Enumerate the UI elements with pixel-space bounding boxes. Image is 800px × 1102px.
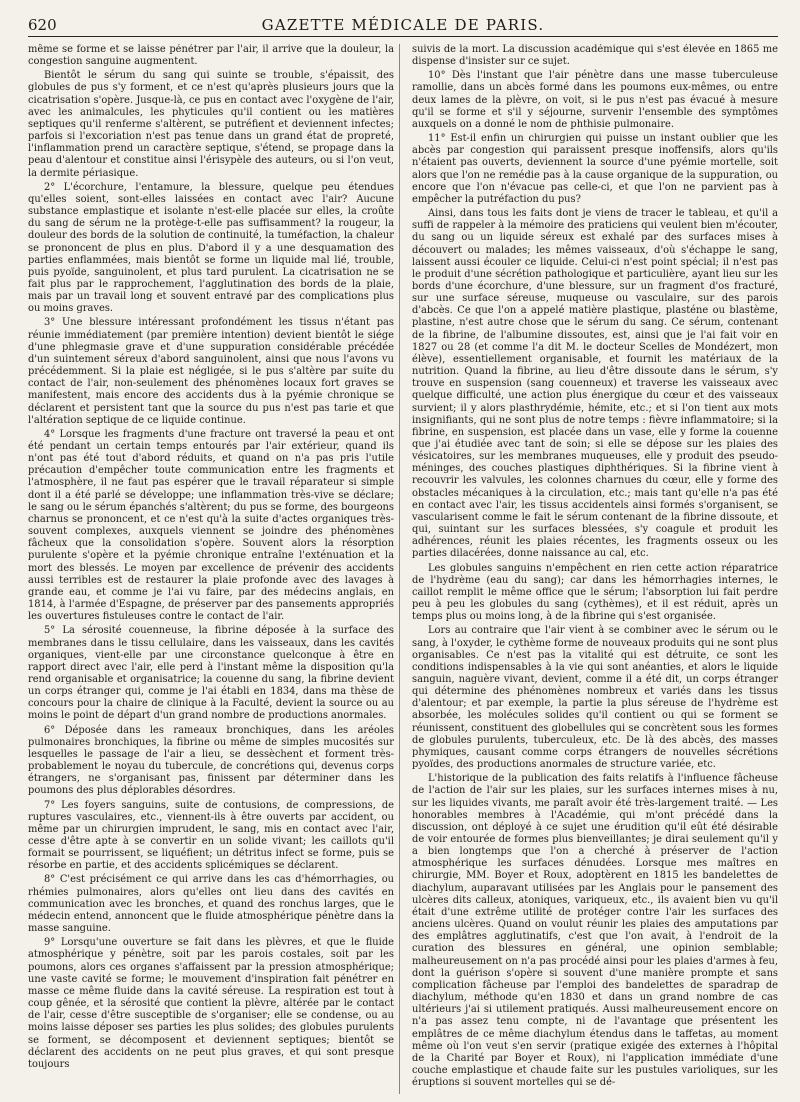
paragraph: 5° La sérosité couenneuse, la fibrine déposée à la surface des membranes dans le tissu cellulaire, dans les vaisseaux, dans les cavités organiques, vient-elle par une circonstance quelconque à être en rapport direct avec l'air, elle perd à l'instant même la disposition qu'la rend organisable et organisatrice; la couenne du sang, la fibrine devient un corps étranger qui, comme je l'ai établi en 1834, dans ma thèse de concours pour la chaire de clinique à la Faculté, devient la source ou au moins le point de départ d'un grand nombre de productions anormales. — [28, 625, 394, 722]
right-column — [412, 44, 778, 1096]
paragraph: Bientôt le sérum du sang qui suinte se trouble, s'épaissit, des globules de pus s'y forment, et ce n'est qu'après plusieurs jours que la cicatrisation s'opère. Jusque-là, ce pus en contact avec l'oxygène de l'air, avec les animalcules, les phyticules qu'il contient ou les matières septiques qu'il renferme s'altèrent, se putréfient et deviennent infectes; parfois si l'excoriation n'est pas tenue dans un grand état de propreté, l'inflammation prend un caractère septique, s'étend, se propage dans la peau d'alentour et constitue ainsi l'érisypèle des auteurs, ou si l'on veut, la dermite périasique. — [28, 70, 394, 179]
paragraph: 2° L'écorchure, l'entamure, la blessure, quelque peu étendues qu'elles soient, sont-elles laissées en contact avec l'air? Aucune substance emplastique et isolante n'est-elle placée sur elles, la croûte du sang de sérum ne la protège-t-elle pas suffisamment? la rougeur, la douleur des bords de la solution de continuité, la tuméfaction, la chaleur se prononcent de plus en plus. D'abord il y a une desquamation des parties enflammées, mais bientôt se forme un liquide mal lié, trouble, puis pyoïde, sanguinolent, et plus tard purulent. La cicatrisation ne se fait plus par le rapprochement, l'agglutination des bords de la plaie, mais par un travail long et souvent entravé par des complications plus ou moins graves. — [28, 181, 394, 315]
paragraph: 11° Est-il enfin un chirurgien qui puisse un instant oublier que les abcès par congestion qui paraissent presque inoffensifs, alors qu'ils n'étaient pas ouverts, deviennent la source d'une pyémie mortelle, soit alors que l'on ne remédie pas à la cause organique de la suppuration, ou encore que l'on n'évacue pas celle-ci, et que l'on ne parvient pas à empêcher la putréfaction du pus? — [412, 133, 778, 205]
paragraph: 8° C'est précisément ce qui arrive dans les cas d'hémorrhagies, ou rhémies pulmonaires, alors qu'elles ont lieu dans des cavités en communication avec les bronches, et quand des ronchus larges, que le médecin entend, annoncent que le fluide atmosphérique pénètre dans la masse sanguine. — [28, 874, 394, 935]
paragraph: Lors au contraire que l'air vient à se combiner avec le sérum ou le sang, à l'oxyder, le cythème forme de nouveaux produits qui ne sont plus organisables. Ce n'est pas la vitalité qui est détruite, ce sont les conditions indispensables à la vie qui sont anéanties, et alors le liquide sanguin, naguère vivant, devient, comme il a été dit, un corps étranger qui détermine des phénomènes nombreux et variés dans les tissus d'alentour; et par exemple, la partie la plus séreuse de l'hydrème est absorbée, les molécules solides qu'il contient ou qui se forment se réunissent, constituent des globellules qui se concrètent sous les formes de globules purulents, tuberculeux, etc. De là des abcès, des masses phymiques, causant comme corps étrangers de nouvelles sécrétions pyoïdes, des productions anormales de structure variée, etc. — [412, 625, 778, 771]
paragraph: Les globules sanguins n'empêchent en rien cette action réparatrice de l'hydrème (eau du sang); car dans les hémorrhagies internes, le caillot remplit le même office que le sérum; l'absorption lui fait perdre peu à peu les globules du sang (cythèmes), et il est réduit, après un temps plus ou moins long, à de la fibrine qui s'est organisée. — [412, 562, 778, 623]
paragraph: 9° Lorsqu'une ouverture se fait dans les plèvres, et que le fluide atmosphérique y pénètre, soit par les parois costales, soit par les poumons, alors ces organes s'affaissent par la pression atmosphérique; une vaste cavité se forme; le mouvement d'inspiration fait pénétrer en masse ce même fluide dans la cavité séreuse. La respiration est tout à coup gênée, et la sérosité que contient la plèvre, altérée par le contact de l'air, cesse d'être susceptible de s'organiser; elle se condense, ou au moins laisse déposer ses parties les plus solides; des globules purulents se forment, se décomposent et deviennent septiques; bientôt se déclarent des accidents on ne peut plus graves, et qui sont presque toujours — [28, 937, 394, 1070]
paragraph: 4° Lorsque les fragments d'une fracture ont traversé la peau et ont été pendant un certain temps entourés par l'air extérieur, quand ils n'ont pas été tout d'abord réduits, et quand on n'a pas pris l'utile précaution d'empêcher toute communication entre les fragments et l'atmosphère, il ne faut pas espérer que le travail réparateur si simple dont il a été parlé se développe; une inflammation très-vive se déclare; le sang ou le sérum épanchés s'altèrent; du pus se forme, des bourgeons charnus se prononcent, et ce n'est qu'à la suite d'actes organiques très-souvent complexes, auxquels viennent se joindre des phénomènes fâcheux que la consolidation s'opère. Souvent alors la résorption purulente s'opère et la pyémie chronique entraîne l'exténuation et la mort des blessés. Le moyen par excellence de prévenir des accidents aussi terribles est de restaurer la plaie profonde avec des lavages à grande eau, et comme je l'ai vu faire, par des médecins anglais, en 1814, à l'armée d'Espagne, de préserver par des pansements appropriés les ouvertures fistuleuses contre le contact de l'air. — [28, 428, 394, 623]
page-header — [28, 14, 778, 37]
paragraph: 7° Les foyers sanguins, suite de contusions, de compressions, de ruptures vasculaires, etc., viennent-ils à être ouverts par accident, ou même par un chirurgien imprudent, le sang, mis en contact avec l'air, cesse d'être apte à se convertir en un solide vivant; les caillots qu'il formait se pourrissent, se liquéfient; un détritus infect se forme, puis se résorbe en partie, et des accidents splicémiques se déclarent. — [28, 799, 394, 872]
paragraph: 6° Déposée dans les rameaux bronchiques, dans les aréoles pulmonaires bronchiques, la fibrine ou même de simples mucosités sur lesquelles le passage de l'air a lieu, se dessèchent et forment très-probablement le noyau du tubercule, de concrétions qui, devenus corps étrangers, ne s'organisant pas, finissent par déterminer dans les poumons des plus déplorables désordres. — [28, 724, 394, 797]
journal-title: GAZETTE MÉDICALE DE PARIS. — [261, 16, 545, 34]
paragraph: Ainsi, dans tous les faits dont je viens de tracer le tableau, et qu'il a suffi de rappeler à la mémoire des praticiens qui veulent bien m'écouter, du sang ou un liquide séreux est exhalé par des surfaces mises à découvert ou malades; les mêmes vaisseaux, d'où s'échappe le sang, laissent aussi écouler ce liquide. Celui-ci n'est point spécial; il n'est pas le produit d'une sécrétion pathologique et particulière, ayant lieu sur les bords d'une écorchure, d'une blessure, sur un fragment d'os fracturé, sur une surface séreuse, muqueuse ou vasculaire, sur des parois d'abcès. Ce que l'on a appelé matière plastique, plasténe ou blastème, plastine, n'est autre chose que le sérum du sang. Ce sérum, contenant de la fibrine, de l'albumine dissoutes, est, ainsi que je l'ai fait voir en 1827 ou 28 (et comme l'a dit M. le docteur Scelles de Mondézert, mon élève), essentiellement organisable, et fournit les matériaux de la nutrition. Quand la fibrine, au lieu d'être dissoute dans le sérum, s'y trouve en suspension (sang couenneux) et traverse les vaisseaux avec quelque difficulté, une action plus énergique du cœur et des vaisseaux survient; il y alors plasthrydémie, hémite, etc.; et si l'on tient aux mots insignifiants, qui ne sont plus de notre temps : fièvre inflammatoire; si la fibrine, en suspension, est placée dans un vase, elle y forme la couenne que j'ai étudiée avec tant de soin; si elle se dépose sur les plaies des vésicatoires, sur les membranes muqueuses, elle y produit des pseudo-méninges, des couches plastiques diphthériques. Si la fibrine vient à recouvrir les valvules, les colonnes charnues du cœur, elle y forme des obstacles mécaniques à la circulation, etc.; mais tant qu'elle n'a pas été en contact avec l'air, les tissus accidentels ainsi formés s'organisent, se vascularisent comme le fait le sérum contenant de la fibrine dissoute, et qui, suintant sur les surfaces blessées, s'y coagule et produit les adhérences, réunit les plaies récentes, les fragments osseux ou les parties dilacérées, donne naissance au cal, etc. — [412, 208, 778, 560]
paragraph: 10° Dès l'instant que l'air pénètre dans une masse tuberculeuse ramollie, dans un abcès formé dans les poumons eux-mêmes, ou entre deux lames de la plèvre, on voit, si le pus n'est pas évacué à mesure qu'il se forme et s'il y séjourne, survenir l'ensemble des symptômes auxquels on a donné le nom de phthisie pulmonaire. — [412, 70, 778, 130]
paragraph: suivis de la mort. La discussion académique qui s'est élevée en 1865 me dispense d'insister sur ce sujet. — [412, 44, 778, 68]
paragraph: L'historique de la publication des faits relatifs à l'influence fâcheuse de l'action de l'air sur les plaies, sur les surfaces internes mises à nu, sur les liquides vivants, me paraît avoir été très-largement traité. — Les honorables membres à l'Académie, qui m'ont précédé dans la discussion, ont déployé à ce sujet une érudition qu'il eût été désirable de voir entourée de formes plus bienveillantes; je dirai seulement qu'il y a bien longtemps que l'on a cherché à préserver de l'action atmosphérique les surfaces dénudées. Lorsque mes maîtres en chirurgie, MM. Boyer et Roux, adoptèrent en 1815 les bandelettes de diachylum, auparavant utilisées par les Anglais pour le pansement des ulcères dits calleux, atoniques, variqueux, etc., ils avaient bien vu qu'il était d'une extrême utilité de protéger contre l'air les surfaces des anciens ulcères. Quand on voulut réunir les plaies des amputations par des emplâtres agglutinatifs, c'est que l'on avait, à l'endroit de la curation des blessures en général, une opinion semblable; malheureusement on n'a pas procédé ainsi pour les plaies d'armes à feu, dont la guérison s'opère si souvent d'une manière prompte et sans complication fâcheuse par l'emploi des bandelettes de sparadrap de diachylum, méthode qu'en 1830 et dans un grand nombre de cas ultérieurs j'ai si utilement pratiqués. Aussi malheureusement encore on n'a pas assez tenu compte, ni de l'avantage que présentent les emplâtres de ce même diachylum étendus dans le taffetas, au moment même où l'on veut s'en servir (pratique exigée des externes à l'hôpital de la Charité par Boyer et Roux), ni l'application immédiate d'une couche emplastique et chaude faite sur les pustules varioliques, sur les éruptions si souvent mortelles qui se dé- — [412, 773, 778, 1089]
paragraph: même se forme et se laisse pénétrer par l'air, il arrive que la douleur, la congestion sanguine augmentent. — [28, 44, 394, 68]
left-column — [28, 44, 394, 1096]
page-number: 620 — [28, 16, 57, 34]
paragraph: 3° Une blessure intéressant profondément les tissus n'étant pas réunie immédiatement (par première intention) devient bientôt le siége d'une phlegmasie grave et d'une suppuration considérable précédée d'un suintement séreux d'abord sanguinolent, ainsi que nous l'avons vu précédemment. Si la plaie est négligée, si le pus s'altère par suite du contact de l'air, non-seulement des phénomènes locaux fort graves se manifestent, mais encore des accidents dus à la pyémie chronique se déclarent et persistent tant que la source du pus n'est pas tarie et que l'altération septique de ce liquide continue. — [28, 317, 394, 426]
column-divider — [399, 44, 400, 1094]
